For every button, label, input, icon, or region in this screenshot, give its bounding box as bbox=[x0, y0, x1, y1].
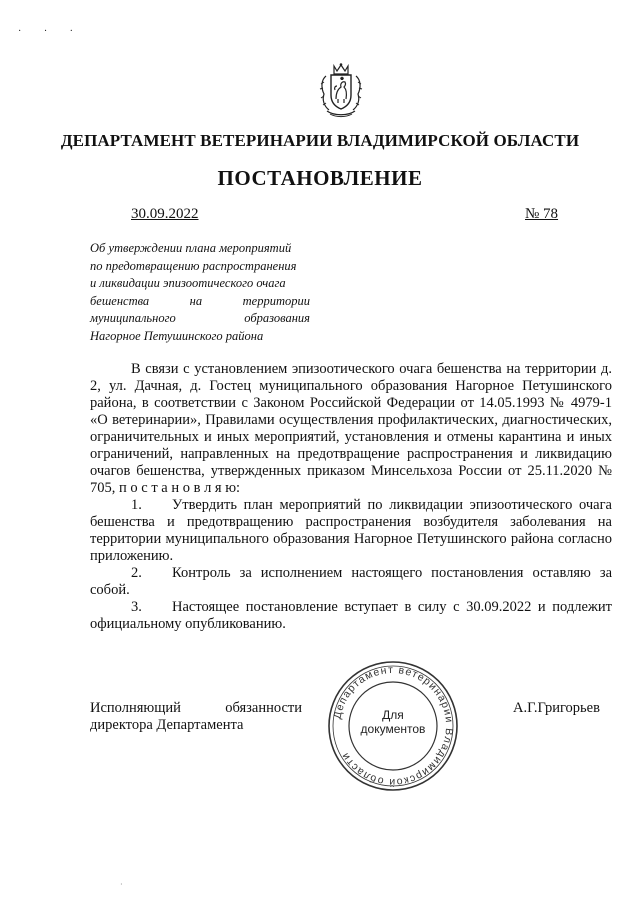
list-item bbox=[90, 565, 612, 599]
coat-of-arms-icon bbox=[318, 62, 364, 118]
subject-line: и ликвидации эпизоотического очага bbox=[90, 276, 286, 290]
subject-line: бешенства на территории bbox=[90, 293, 310, 308]
subject-line: Нагорное Петушинского района bbox=[90, 328, 264, 343]
seal-center-line: Для bbox=[382, 708, 404, 722]
signatory-role-line: Исполняющий обязанности bbox=[90, 700, 302, 716]
scan-specks: · · · bbox=[18, 26, 83, 37]
item-number: 3. bbox=[131, 599, 142, 615]
document-number: № 78 bbox=[525, 206, 559, 222]
subject-line: муниципального образования bbox=[90, 311, 310, 325]
seal-ring-text: Департамент ветеринарии Владимирской области bbox=[331, 663, 456, 789]
signatory-name: А.Г.Григорьев bbox=[513, 700, 600, 716]
document-type: ПОСТАНОВЛЕНИЕ bbox=[217, 166, 423, 190]
subject-line: Об утверждении плана мероприятий bbox=[90, 241, 292, 255]
list-item bbox=[90, 599, 612, 633]
item-number: 2. bbox=[131, 565, 142, 581]
signatory-role bbox=[90, 700, 302, 734]
item-number: 1. bbox=[131, 497, 142, 513]
list-item bbox=[90, 497, 612, 565]
subject-line: по предотвращению распространения bbox=[90, 258, 297, 273]
item-text: Утвердить план мероприятий по ликвидации эпизоотического очага бешенства и предотвращению распространения возбудителя заболевания на территории муниципального образования Нагорное Петушинского района согласно приложению. bbox=[90, 497, 612, 564]
department-title: ДЕПАРТАМЕНТ ВЕТЕРИНАРИИ ВЛАДИМИРСКОЙ ОБЛАСТИ bbox=[60, 131, 580, 150]
document-subject bbox=[90, 240, 310, 345]
preamble-text: В связи с установлением эпизоотического очага бешенства на территории д. 2, ул. Дачная, д. Гостец муниципального образования Нагорное Петушинского района, в соответствии с Законом Российской Федерации от 14.05.1993 № 4979-1 «О ветеринарии», Правилами осуществления профилактических, диагностических, ограничительных и иных мероприятий, установления и отмены карантина и иных ограничений, направленных на предотвращение распространения и ликвидацию очагов бешенства, утвержденных приказом Минсельхоза России от 25.11.2020 № 705, bbox=[90, 361, 612, 496]
preamble-paragraph bbox=[90, 361, 612, 497]
decree-word: п о с т а н о в л я ю: bbox=[119, 480, 241, 496]
item-text: Контроль за исполнением настоящего постановления оставляю за собой. bbox=[90, 565, 612, 598]
document-body bbox=[90, 361, 612, 633]
document-date: 30.09.2022 bbox=[131, 206, 199, 222]
scan-speck: · bbox=[120, 880, 123, 889]
item-text: Настоящее постановление вступает в силу с 30.09.2022 и подлежит официальному опубликованию. bbox=[90, 599, 612, 632]
seal-center-text bbox=[326, 708, 460, 736]
seal-center-line: документов bbox=[360, 722, 426, 736]
signatory-role-line: директора Департамента bbox=[90, 717, 244, 733]
